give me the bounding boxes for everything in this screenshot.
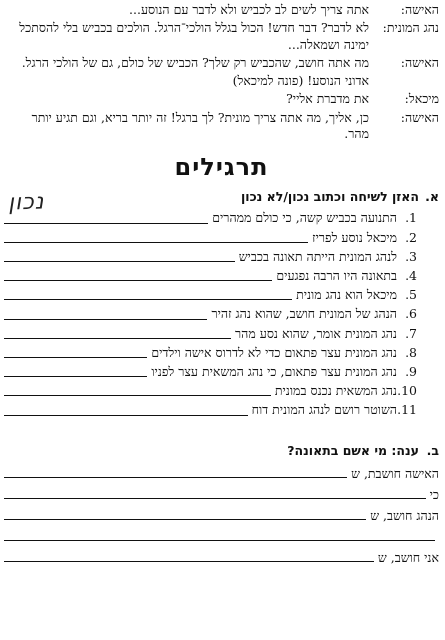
answer-line (4, 482, 439, 503)
speech: אתה צריך לשים לב לכביש ולא לדבר עם הנוסע... (129, 2, 369, 17)
item-statement: בתאונה היו הרבה נפגעים (276, 267, 397, 283)
answer-line (4, 524, 439, 545)
item-number: 7. (405, 325, 417, 341)
item-statement: נהג המונית עצר פתאום כדי לא לדרוס אישה וילדים (151, 344, 397, 360)
item-number: 4. (405, 267, 417, 283)
item-statement: נהג המונית אומר, שהוא נסע מהר (235, 325, 397, 341)
list-item (4, 399, 417, 418)
answer-line (4, 461, 439, 482)
speaker: האישה: (400, 109, 439, 125)
item-statement: השוטר רושם לנהג המונית דוח (251, 402, 397, 418)
list-item (4, 380, 417, 399)
speech: אדוני הנוסע! (פונה למיכאל) (232, 73, 369, 88)
item-statement: הנהג של המונית חושב, שהוא נהג זהיר (211, 306, 397, 322)
item-number: 11. (397, 402, 417, 418)
speech: מה אתה חושב, שהכביש רק שלך? הכביש של כולם, גם של הולכי הרגל. (21, 54, 369, 70)
answer-blank[interactable] (4, 287, 292, 300)
section-letter: ב. (426, 442, 439, 458)
answer-blank[interactable] (4, 528, 435, 541)
item-number: 5. (405, 287, 417, 303)
section-letter: א. (425, 189, 439, 205)
answer-blank[interactable] (4, 465, 347, 478)
section-b (4, 443, 439, 566)
speaker: נהג המונית: (382, 20, 439, 36)
list-item (4, 361, 417, 380)
answer-blank[interactable] (4, 403, 248, 416)
answer-blank[interactable] (4, 345, 147, 358)
answer-blank[interactable] (4, 364, 147, 377)
answer-line (4, 545, 439, 566)
speaker (369, 73, 439, 89)
answer-blank[interactable] (4, 188, 208, 224)
item-number: 10. (397, 383, 417, 399)
answer-blank[interactable] (4, 507, 366, 520)
list-item (4, 284, 417, 303)
dialog-turn (4, 73, 439, 89)
item-statement: מיכאל הוא נהג מונית (296, 287, 397, 303)
dialog-turn (4, 2, 439, 18)
answer-blank[interactable] (4, 249, 235, 262)
answer-blank[interactable] (4, 268, 272, 281)
list-item (4, 265, 417, 284)
answer-lead: הנהג חושב, ש (370, 507, 439, 523)
item-statement: נהג המונית עצר פתאום, כי נהג המשאית עצר לפניו (151, 363, 397, 379)
exercises-title: תרגילים (174, 153, 269, 181)
answer-lead: האישה חושבת, ש (351, 465, 439, 481)
speech: לא לדבר? דבר חדש! הכול בגלל הולכי־הרגל. הולכים בכביש בלי להסתכל ימינה ושמאלה... (19, 20, 369, 52)
answer-blank[interactable] (4, 383, 271, 396)
dialog (4, 2, 439, 142)
section-b-heading (4, 443, 439, 459)
item-number: 9. (405, 363, 417, 379)
dialog-turn (4, 55, 439, 71)
item-statement: לנהג המונית הייתה תאונה בכביש (238, 248, 397, 264)
speaker: האישה: (400, 54, 439, 70)
item-number: 2. (405, 229, 417, 245)
list-item (4, 342, 417, 361)
item-statement: התנועה בכביש קשה, כי כולם ממהרים (212, 210, 397, 226)
speaker: האישה: (400, 2, 439, 17)
item-statement: נהג המשאית נכנס במונית (274, 383, 397, 399)
answer-lead: כי (429, 486, 439, 502)
speech: את מדברת אליי? (286, 91, 369, 107)
item-number: 8. (405, 344, 417, 360)
list-item (4, 246, 417, 265)
answer-blank[interactable] (4, 486, 426, 499)
section-a (4, 189, 439, 418)
speech: כן, אליך, מה אתה צריך מונית? לך ברגל! זה יותר בריא, וגם תגיע יותר מהר. (31, 109, 369, 141)
item-number: 1. (405, 210, 417, 226)
section-a-heading (4, 189, 439, 205)
list-item (4, 303, 417, 322)
dialog-turn (4, 91, 439, 107)
answer-blank[interactable] (4, 326, 231, 339)
answer-blank[interactable] (4, 230, 308, 243)
speaker: מיכאל: (404, 91, 439, 107)
item-number: 3. (405, 248, 417, 264)
answer-blank[interactable] (4, 549, 374, 562)
item-statement: מיכאל נוסע לפריז (312, 229, 397, 245)
section-instruction: האזן לשיחה וכתוב נכון/לא נכון (241, 189, 419, 205)
list-item (4, 227, 417, 246)
item-number: 6. (405, 306, 417, 322)
handwritten-answer: נכון (7, 188, 45, 216)
list-item (4, 323, 417, 342)
answer-blank[interactable] (4, 307, 207, 320)
answer-lead: אני חושב, ש (377, 549, 439, 565)
answer-line (4, 503, 439, 524)
dialog-turn (4, 110, 439, 143)
dialog-turn (4, 20, 439, 53)
section-question: ענה: מי אשם בתאונה? (287, 442, 419, 458)
